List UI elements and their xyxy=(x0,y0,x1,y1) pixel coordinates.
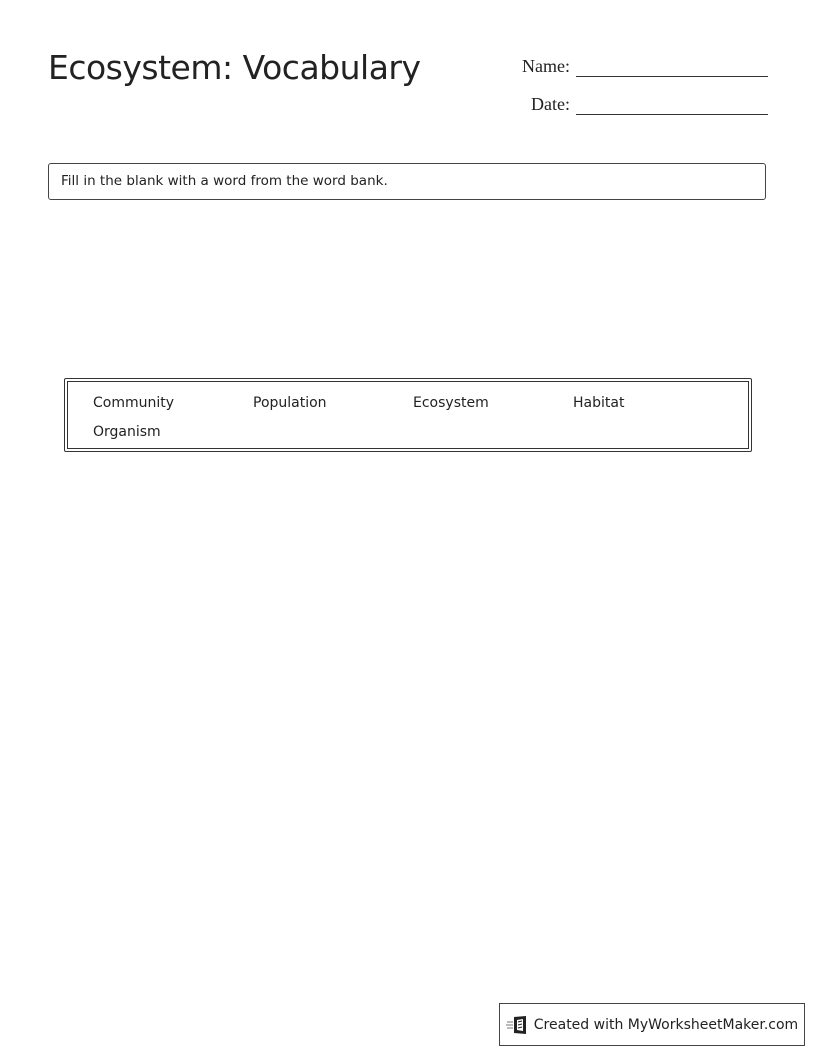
date-blank-line[interactable] xyxy=(576,90,768,115)
footer-credit[interactable] xyxy=(499,1003,805,1046)
footer-text: Created with MyWorksheetMaker.com xyxy=(533,1016,799,1033)
worksheet-logo-icon xyxy=(506,1015,528,1035)
name-field xyxy=(522,52,768,77)
word-bank xyxy=(64,378,752,452)
page-title: Ecosystem: Vocabulary xyxy=(48,48,421,87)
date-label: Date: xyxy=(531,94,570,114)
instructions-box: Fill in the blank with a word from the word bank. xyxy=(48,163,766,200)
word-bank-item: Community xyxy=(93,395,175,411)
date-field xyxy=(531,90,768,115)
word-bank-item: Ecosystem xyxy=(413,395,489,411)
word-bank-item: Organism xyxy=(93,424,161,440)
name-blank-line[interactable] xyxy=(576,52,768,77)
word-bank-item: Habitat xyxy=(573,395,625,411)
word-bank-item: Population xyxy=(253,395,327,411)
name-label: Name: xyxy=(522,56,570,76)
